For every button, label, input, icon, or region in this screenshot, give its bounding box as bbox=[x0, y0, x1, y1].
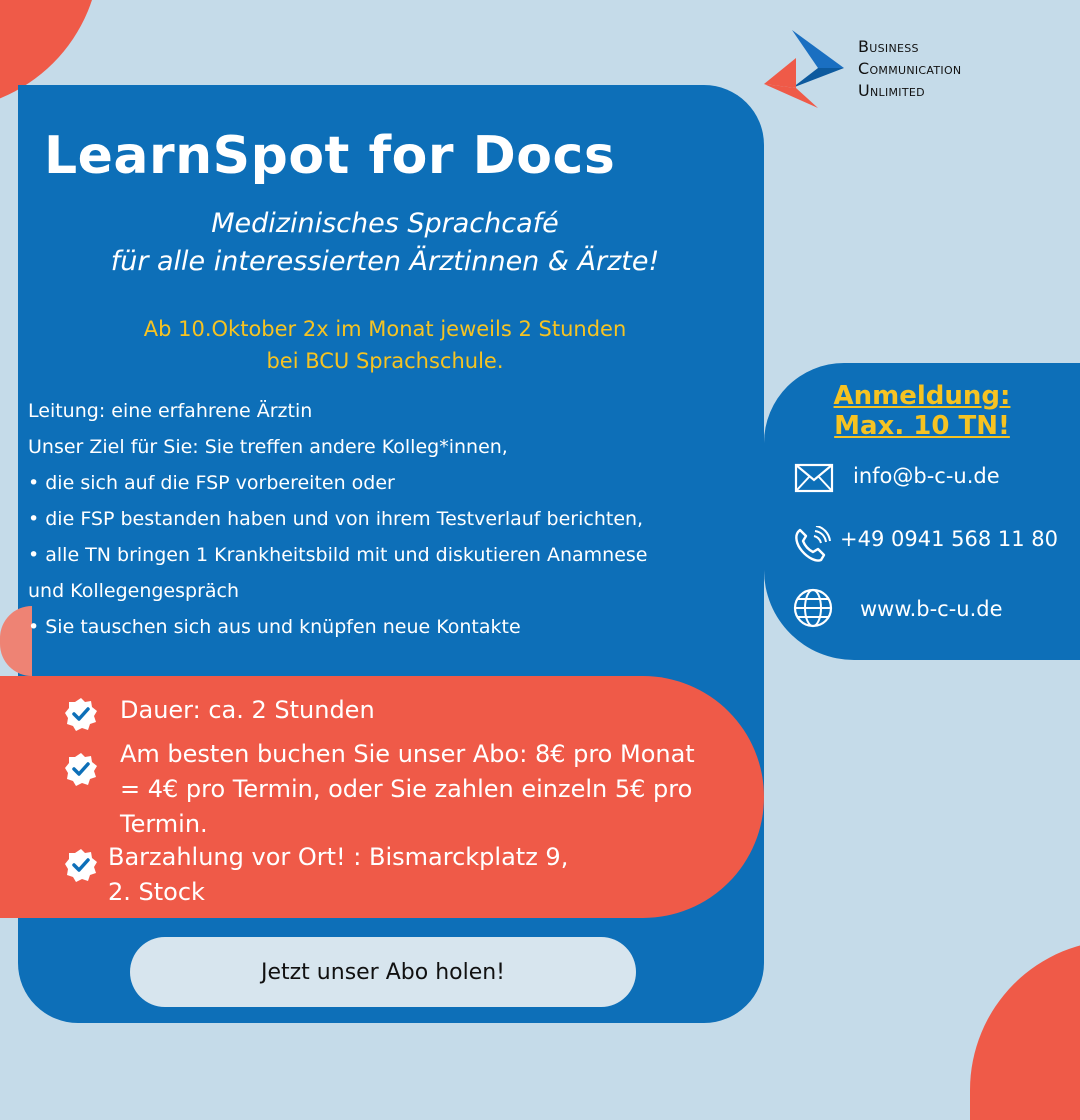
detail-line: • alle TN bringen 1 Krankheitsbild mit und diskutieren Anamnese bbox=[28, 544, 648, 566]
payment-line-2: 2. Stock bbox=[108, 878, 205, 906]
subtitle-line-2: für alle interessierten Ärztinnen & Ärzte! bbox=[110, 246, 660, 277]
pricing-line-2: = 4€ pro Termin, oder Sie zahlen einzeln 5€ pro bbox=[120, 775, 693, 803]
detail-line: und Kollegengespräch bbox=[28, 580, 240, 602]
schedule-info bbox=[40, 313, 730, 377]
schedule-line-2: bei BCU Sprachschule. bbox=[266, 349, 504, 373]
bcu-logo-arrow-icon bbox=[762, 28, 852, 113]
phone-link[interactable]: +49 0941 568 11 80 bbox=[840, 527, 1058, 551]
bcu-logo bbox=[762, 28, 1062, 113]
detail-line: • die sich auf die FSP vorbereiten oder bbox=[28, 472, 395, 494]
details-text bbox=[28, 393, 758, 645]
subtitle bbox=[40, 205, 730, 281]
check-badge-icon bbox=[64, 848, 98, 882]
detail-line: • Sie tauschen sich aus und knüpfen neue Kontakte bbox=[28, 616, 521, 638]
registration-heading-line-1: Anmeldung: bbox=[833, 381, 1011, 411]
detail-line: Leitung: eine erfahrene Ärztin bbox=[28, 400, 313, 422]
subscribe-button[interactable]: Jetzt unser Abo holen! bbox=[130, 937, 636, 1007]
mail-icon bbox=[794, 463, 834, 493]
email-link[interactable]: info@b-c-u.de bbox=[853, 464, 1000, 488]
globe-icon bbox=[793, 588, 833, 628]
feature-duration: Dauer: ca. 2 Stunden bbox=[120, 696, 375, 724]
check-badge-icon bbox=[64, 697, 98, 731]
detail-line: • die FSP bestanden haben und von ihrem Testverlauf berichten, bbox=[28, 508, 644, 530]
registration-heading bbox=[764, 381, 1080, 441]
schedule-line-1: Ab 10.Oktober 2x im Monat jeweils 2 Stunden bbox=[143, 317, 627, 341]
feature-pricing bbox=[120, 737, 695, 842]
pricing-line-1: Am besten buchen Sie unser Abo: 8€ pro Monat bbox=[120, 740, 695, 768]
subtitle-line-1: Medizinisches Sprachcafé bbox=[211, 208, 559, 239]
detail-line: Unser Ziel für Sie: Sie treffen andere Kolleg*innen, bbox=[28, 436, 508, 458]
phone-icon bbox=[792, 526, 832, 564]
brand-line-3: Unlimited bbox=[858, 81, 925, 100]
corner-decoration-bottom-right bbox=[970, 940, 1080, 1120]
registration-heading-line-2: Max. 10 TN! bbox=[834, 411, 1010, 441]
feature-payment bbox=[108, 840, 568, 910]
page-title: LearnSpot for Docs bbox=[44, 126, 616, 186]
website-link[interactable]: www.b-c-u.de bbox=[860, 597, 1003, 621]
registration-panel bbox=[764, 363, 1080, 660]
brand-line-2: Communication bbox=[858, 59, 962, 78]
check-badge-icon bbox=[64, 752, 98, 786]
payment-line-1: Barzahlung vor Ort! : Bismarckplatz 9, bbox=[108, 843, 569, 871]
pricing-line-3: Termin. bbox=[120, 810, 208, 838]
brand-line-1: Business bbox=[858, 37, 919, 56]
